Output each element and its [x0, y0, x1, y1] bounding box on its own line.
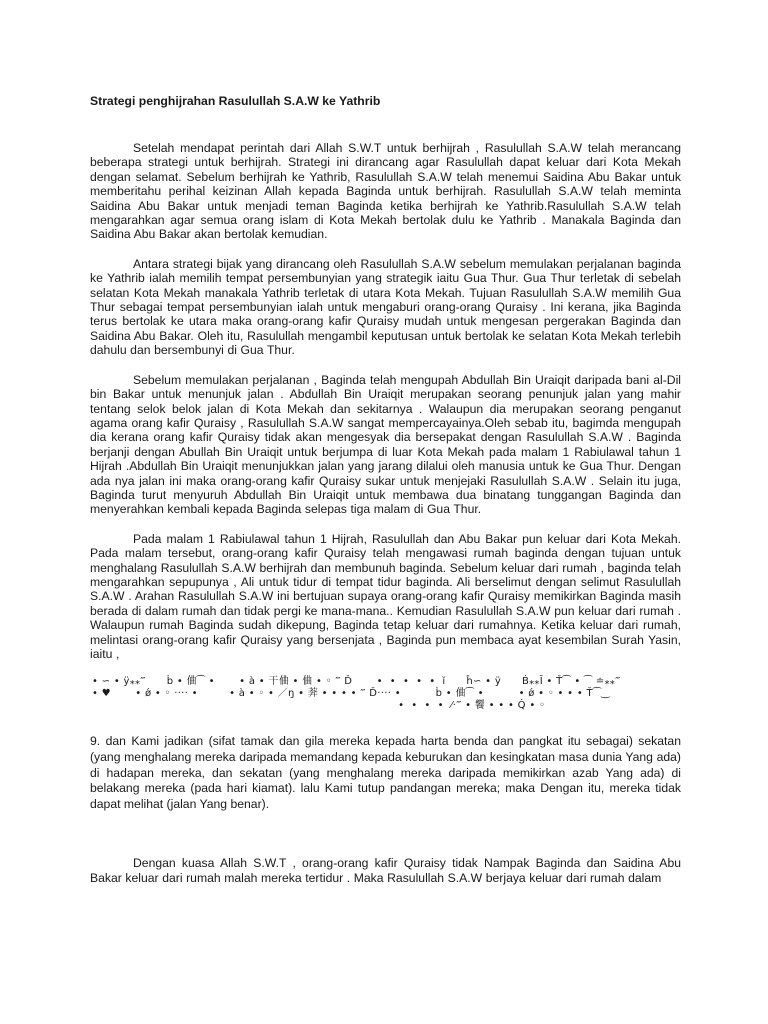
- arabic-verse-line-2: • ♥ • ǿ • ◦ ···· • • à • ◦ • ／ŋ • 莾 • • • • ‴ Ď···· • ḃ • 㑋⁀ • • ǿ • ◦ • • • Ť⁀‿: [92, 688, 610, 700]
- paragraph-2: Antara strategi bijak yang dirancang oleh Rasulullah S.A.W sebelum memulakan perjalanan baginda ke Yathrib ialah memilih tempat persembunyian yang strategik iaitu Gua Thur. Gua Thur terletak di sebelah selatan Kota Mekah manakala Yathrib terletak di utara Kota Mekah. Tujuan Rasulullah S.A.W memilih Gua Thur sebagai tempat persembunyian ialah untuk mengaburi orang-orang Quraisy . Ini kerana, jika Baginda terus bertolak ke utara maka orang-orang kafir Quraisy mudah untuk mengesan pergerakan Baginda dan Saidina Abu Bakar. Oleh itu, Rasulullah mengambil keputusan untuk bertolak ke selatan Kota Mekah terlebih dahulu dan bersembunyi di Gua Thur.: [90, 256, 681, 358]
- paragraph-1: Setelah mendapat perintah dari Allah S.W.T untuk berhijrah , Rasulullah S.A.W telah merancang beberapa strategi untuk berhijrah. Strategi ini dirancang agar Rasulullah dapat keluar dari Kota Mekah dengan selamat. Sebelum berhijrah ke Yathrib, Rasulullah S.A.W telah menemui Saidina Abu Bakar untuk memberitahu perihal keizinan Allah kepada Baginda untuk berhijrah. Rasulullah S.A.W telah meminta Saidina Abu Bakar untuk menjadi teman Baginda ketika berhijrah ke Yathrib.Rasulullah S.A.W telah mengarahkan agar semua orang islam di Kota Mekah bertolak dulu ke Yathrib . Manakala Baginda dan Saidina Abu Bakar akan bertolak kemudian.: [90, 141, 681, 242]
- paragraph-4: Pada malam 1 Rabiulawal tahun 1 Hijrah, Rasulullah dan Abu Bakar pun keluar dari Kota Mekah. Pada malam tersebut, orang-orang kafir Quraisy telah mengawasi rumah baginda dengan tujuan untuk menghalang Rasulullah S.A.W berhijrah dan membunuh baginda. Sebelum keluar dari rumah , baginda telah mengarahkan sepupunya , Ali untuk tidur di tempat tidur baginda. Ali berselimut dengan selimut Rasulullah S.A.W . Arahan Rasulullah S.A.W ini bertujuan supaya orang-orang kafir Quraisy memikirkan Baginda masih berada di dalam rumah dan tidak pergi ke mana-mana.. Kemudian Rasulullah S.A.W pun keluar dari rumah . Walaupun rumah Baginda sudah dikepung, Baginda tetap keluar dari rumahnya. Ketika keluar dari rumah, melintasi orang-orang kafir Quraisy yang bersenjata , Baginda pun membaca ayat kesembilan Surah Yasin, iaitu ,: [90, 531, 681, 661]
- paragraph-3: Sebelum memulakan perjalanan , Baginda telah mengupah Abdullah Bin Uraiqit daripada bani al-Dil bin Bakar untuk menunjuk jalan . Abdullah Bin Uraiqit merupakan seorang penunjuk jalan yang mahir tentang selok belok jalan di Kota Mekah dan sekitarnya . Walaupun dia merupakan seorang penganut agama orang kafir Quraisy , Rasulullah S.A.W sangat mempercayainya.Oleh sebab itu, bagimda mengupah dia kerana orang kafir Quraisy tidak akan mengesyak dia bersepakat dengan Rasulullah S.A.W . Baginda berjanji dengan Abullah Bin Uraiqit untuk berjumpa di luar Kota Mekah pada malam 1 Rabiulawal tahun 1 Hijrah .Abdullah Bin Uraiqit menunjukkan jalan yang jarang dilalui oleh manusia untuk ke Gua Thur. Dengan ada nya jalan ini maka orang-orang kafir Quraisy sukar untuk menjejaki Rasulullah S.A.W . Selain itu juga, Baginda turut menyuruh Abdullah Bin Uraiqit untuk membawa dua binatang tunggangan Baginda dan menyerahkan kembali kepada Baginda selepas tiga malam di Gua Thur.: [90, 372, 681, 517]
- document-page: [90, 93, 681, 885]
- closing-paragraph: Dengan kuasa Allah S.W.T , orang-orang kafir Quraisy tidak Nampak Baginda dan Saidina Abu Bakar keluar dari rumah malah mereka tertidur . Maka Rasulullah S.A.W berjaya keluar dari rumah dalam: [90, 856, 681, 885]
- document-title: Strategi penghijrahan Rasulullah S.A.W ke Yathrib: [90, 94, 381, 108]
- arabic-verse: [92, 676, 681, 712]
- arabic-verse-line-1: • ∽ • ÿ⁎⁎‴ ḃ • 㑋⁀ • • à • 干㑋 • 㑋 • ◦ ‴ Ď • • • • • ĭ ĥ∽ • ÿ Ḃ⁎⁎Ī • Ť⁀ • ⁀ ≐⁎⁎‴: [92, 676, 621, 688]
- verse-translation: 9. dan Kami jadikan (sifat tamak dan gila mereka kepada harta benda dan pangkat itu sebagai) sekatan (yang menghalang mereka daripada memandang kepada keburukan dan kesingkatan masa dunia Yang ada) di hadapan mereka, dan sekatan (yang menghalang mereka daripada memikirkan azab Yang ada) di belakang mereka (pada hari kiamat). lalu Kami tutup pandangan mereka; maka Dengan itu, mereka tidak dapat melihat (jalan Yang benar).: [90, 734, 681, 811]
- arabic-verse-line-3: • • • • ⁄·‴ • 饗 • • • Q̇ • ◦: [92, 700, 546, 712]
